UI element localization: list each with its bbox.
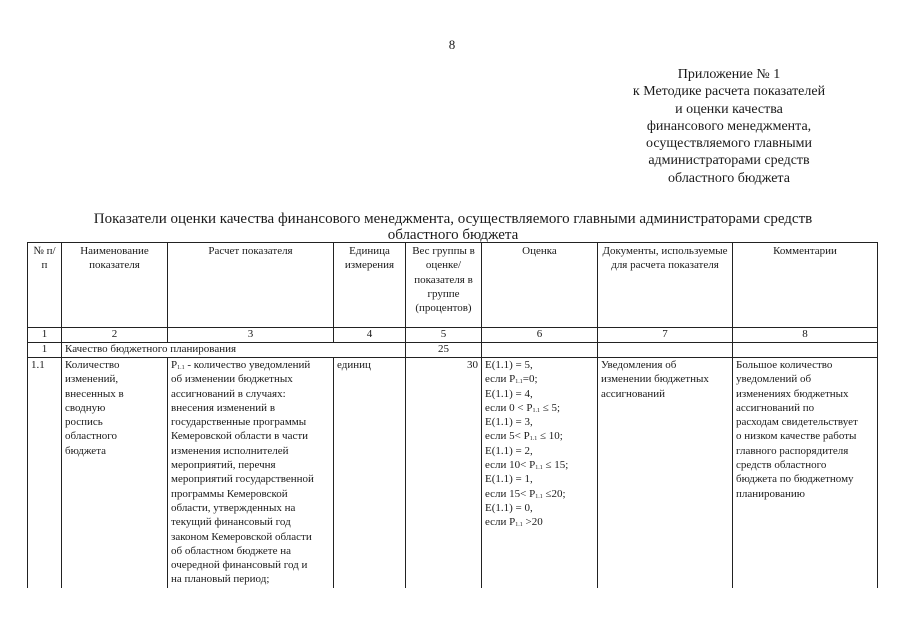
header-unit: Единица измерения [334, 243, 406, 328]
empty-cell [598, 343, 733, 358]
score-line: если $10< P_{1.1} \le 15$; [485, 459, 569, 472]
column-number: 7 [598, 328, 733, 343]
calc-definition: $P_{1.1}$ - количество уведомлений [171, 359, 311, 371]
score-line: если $0 < P_{1.1} \le 5$; [485, 401, 561, 414]
score-line: E(1.1) = 3, [485, 416, 533, 429]
section-label: Качество бюджетного планирования [62, 343, 406, 358]
appendix-line: и оценки качества [675, 101, 783, 117]
row-docs: Уведомления об изменении бюджетных ассигнований [598, 358, 733, 588]
row-calc: $P_{1.1}$ - количество уведомлений об изменении бюджетных ассигнований в случаях: внесения изменений в государственные программы Кемеровской области в части изменения исполнителей мероприятий, перечня мероприятий государственной программы Кемеровской области, утвержденных на текущий финансовый год законом Кемеровской области об областном бюджете на очередной финансовый год и на плановый период; [168, 358, 334, 588]
column-number: 5 [406, 328, 482, 343]
appendix-line: финансового менеджмента, [646, 118, 812, 134]
empty-cell [733, 343, 878, 358]
column-number: 1 [28, 328, 62, 343]
row-weight: 30 [406, 358, 482, 588]
header-calc: Расчет показателя [168, 243, 334, 328]
section-row [28, 343, 878, 358]
score-line: E(1.1) = 5, [485, 359, 533, 371]
score-line: E(1.1) = 0, [485, 501, 533, 514]
column-number: 4 [334, 328, 406, 343]
appendix-line: администраторами средств [648, 153, 810, 169]
appendix-line: Приложение № 1 [677, 67, 781, 82]
score-line: если $P_{1.1}=0$; [485, 373, 538, 386]
score-line: E(1.1) = 2, [485, 444, 533, 457]
header-comments: Комментарии [733, 243, 878, 328]
appendix-line: к Методике расчета показателей [632, 84, 826, 100]
header-name: Наименование показателя [62, 243, 168, 328]
row-comments: Большое количество уведомлений об изменениях бюджетных ассигнований по расходам свидетельствует о низком качестве работы главного распорядителя средств областного бюджета по бюджетному планированию [733, 358, 878, 588]
appendix-line: областного бюджета [668, 170, 790, 186]
row-unit: единиц [334, 358, 406, 588]
header-num: № п/п [28, 243, 62, 328]
section-weight: 25 [406, 343, 482, 358]
score-line: если $15< P_{1.1} \le 20$; [485, 487, 566, 500]
column-number: 3 [168, 328, 334, 343]
header-weight: Вес группы в оценке/ показателя в группе (процентов) [406, 243, 482, 328]
score-line: если $5< P_{1.1} \le 10$; [485, 430, 563, 443]
score-line: если $P_{1.1} >20$ [485, 516, 543, 529]
row-num: 1.1 [28, 358, 62, 588]
column-number: 6 [482, 328, 598, 343]
header-score: Оценка [482, 243, 598, 328]
page-number: 8 [448, 37, 456, 52]
header-docs: Документы, используемые для расчета показателя [598, 243, 733, 328]
score-line: E(1.1) = 4, [485, 387, 533, 400]
table-header-row [28, 243, 878, 328]
row-score [482, 358, 598, 588]
table-row [28, 358, 878, 588]
row-name: Количество изменений, внесенных в сводную роспись областного бюджета [62, 358, 168, 588]
column-number-row [28, 328, 878, 343]
section-num: 1 [28, 343, 62, 358]
document-title: Показатели оценки качества финансового менеджмента, осуществляемого главными администраторами средств областного бюджета [93, 211, 813, 243]
score-line: E(1.1) = 1, [485, 473, 533, 486]
appendix-line: осуществляемого главными [646, 136, 812, 152]
column-number: 8 [733, 328, 878, 343]
indicators-table [27, 242, 878, 588]
column-number: 2 [62, 328, 168, 343]
empty-cell [482, 343, 598, 358]
appendix-note [602, 66, 856, 187]
